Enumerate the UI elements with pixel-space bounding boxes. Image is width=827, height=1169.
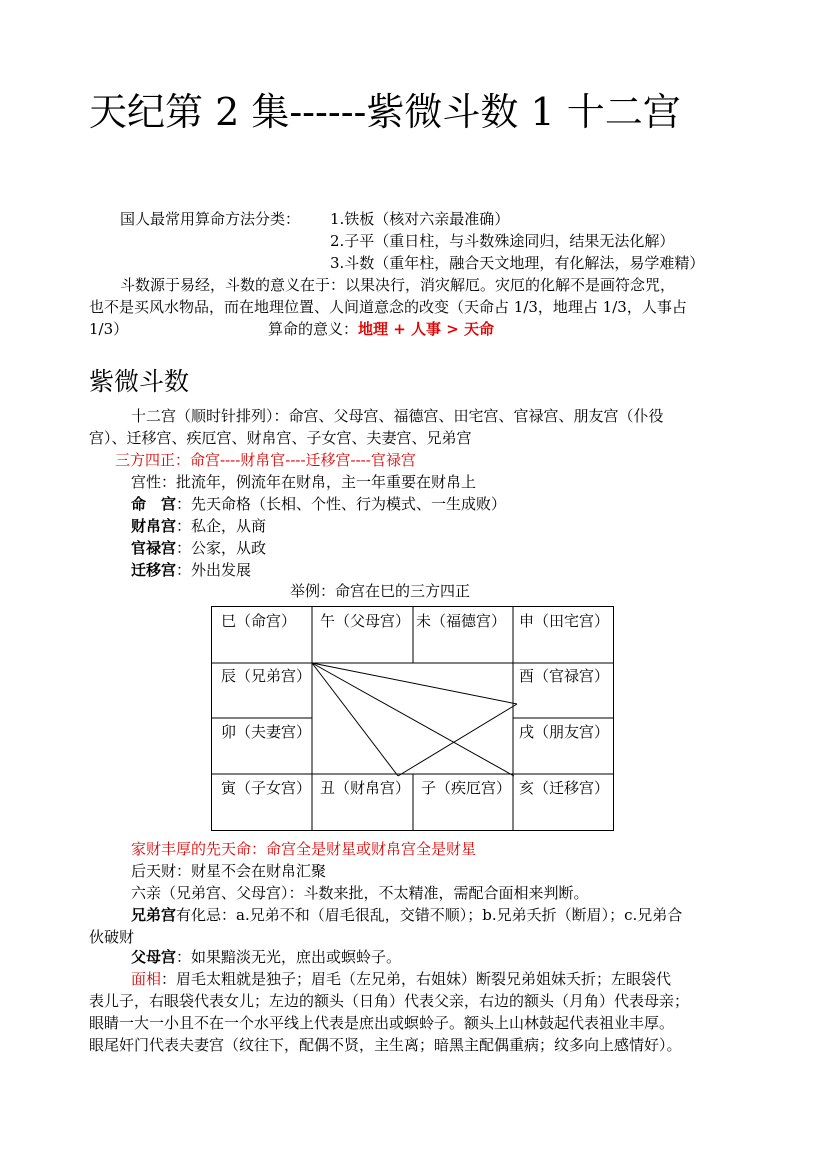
- face-label: 面相: [131, 970, 162, 988]
- cell-chen: 辰（兄弟宫）: [221, 667, 312, 685]
- def-name: 命 宫: [131, 495, 177, 513]
- face-line-4: 眼尾奸门代表夫妻宫（纹往下，配偶不贤，主生离；暗黑主配偶重病；纹多向上感情好）。: [89, 1036, 682, 1054]
- cell-wei: 未（福德宫）: [416, 612, 507, 630]
- para-line-2: 也不是买风水物品，而在地理位置、人间道意念的改变（天命占 1/3，地理占 1/3，人事占: [89, 298, 687, 316]
- palaces-line-2: 宫）、迁移宫、疾厄宫、财帛宫、子女宫、夫妻宫、兄弟宫: [89, 429, 472, 447]
- cell-chou: 丑（财帛宫）: [320, 779, 411, 797]
- def-name: 官禄宫: [131, 539, 177, 557]
- brothers-line-1: [131, 904, 682, 926]
- liuqin: 六亲（兄弟宫、父母宫）：斗数来批，不太精准，需配合面相来判断。: [131, 884, 589, 902]
- parents-line: [131, 946, 401, 968]
- face-desc: ：眉毛太粗就是独子；眉毛（左兄弟，右姐妹）断裂兄弟姐妹夭折；左眼袋代: [161, 970, 672, 988]
- cell-yin: 寅（子女宫）: [221, 779, 312, 797]
- def-name: 迁移宫: [131, 561, 177, 579]
- wealth-acquired: 后天财：财星不会在财帛汇聚: [131, 862, 327, 880]
- cell-hai: 亥（迁移宫）: [519, 779, 610, 797]
- meaning-label: 算命的意义：: [268, 320, 359, 338]
- face-line-3: 眼睛一大一小且不在一个水平线上代表是庶出或螟蛉子。额头上山林鼓起代表祖业丰厚。: [89, 1014, 675, 1032]
- para-line-3: 1/3）: [89, 320, 129, 338]
- intro-label: 国人最常用算命方法分类：: [120, 210, 301, 228]
- cell-mao: 卯（夫妻宫）: [221, 723, 312, 741]
- parents-label: 父母宫: [131, 948, 177, 966]
- cell-xu: 戌（朋友宫）: [519, 723, 610, 741]
- def-caibo: [131, 515, 266, 537]
- para-line-1: 斗数源于易经，斗数的意义在于：以果决行，消灾解厄。灾厄的化解不是画符念咒，: [120, 276, 676, 294]
- brothers-line-2: 伙破财: [89, 928, 135, 946]
- meaning-value: 地理 + 人事 > 天命: [358, 320, 495, 338]
- def-desc: ：先天命格（长相、个性、行为模式、一生成败）: [176, 495, 507, 513]
- method-tieban: 1.铁板（核对六亲最准确）: [330, 210, 510, 228]
- meaning-line: [268, 318, 494, 340]
- page-title: 天纪第 2 集------紫微斗数 1 十二宫: [89, 90, 681, 134]
- sanfang-line: [312, 663, 398, 776]
- brothers-desc: 有化忌：a.兄弟不和（眉毛很乱，交错不顺）；b.兄弟夭折（断眉）；c.兄弟合: [176, 906, 683, 924]
- example-caption: 举例：命宫在巳的三方四正: [290, 582, 471, 600]
- def-ming: [131, 493, 506, 515]
- def-qianyi: [131, 559, 251, 581]
- def-desc: ：外出发展: [176, 561, 252, 579]
- method-ziping: 2.子平（重日柱，与斗数殊途同归，结果无法化解）: [330, 232, 675, 250]
- def-guanlu: [131, 537, 266, 559]
- def-desc: ：私企，从商: [176, 517, 267, 535]
- gongxing: 宫性：批流年，例流年在财帛，主一年重要在财帛上: [131, 473, 477, 491]
- def-name: 财帛宫: [131, 517, 177, 535]
- wealth-innate: 家财丰厚的先天命：命宫全是财星或财帛宫全是财星: [131, 840, 477, 858]
- sanfang-line: [398, 704, 517, 776]
- face-line-1: [131, 968, 671, 990]
- cell-wu: 午（父母宫）: [320, 612, 411, 630]
- cell-zi: 子（疾厄宫）: [421, 779, 512, 797]
- cell-you: 酉（官禄宫）: [519, 667, 610, 685]
- parents-desc: ：如果黯淡无光，庶出或螟蛉子。: [176, 948, 402, 966]
- cell-shen: 申（田宅宫）: [519, 612, 610, 630]
- sanfang-sizheng: 三方四正：命宫----财帛官----迁移宫----官禄宫: [115, 451, 416, 469]
- method-doushu: 3.斗数（重年柱，融合天文地理，有化解法，易学难精）: [330, 254, 705, 272]
- sanfang-line: [312, 663, 517, 704]
- def-desc: ：公家，从政: [176, 539, 267, 557]
- section-heading: 紫微斗数: [89, 367, 190, 396]
- palace-chart: [211, 606, 615, 832]
- face-line-2: 表儿子，右眼袋代表女儿；左边的额头（日角）代表父亲，右边的额头（月角）代表母亲；: [89, 992, 690, 1010]
- brothers-label: 兄弟宫: [131, 906, 177, 924]
- cell-si: 巳（命宫）: [221, 612, 297, 630]
- sanfang-line: [312, 663, 514, 776]
- palaces-line-1: 十二宫（顺时针排列）：命宫、父母宫、福德宫、田宅宫、官禄宫、朋友宫（仆役: [131, 407, 664, 425]
